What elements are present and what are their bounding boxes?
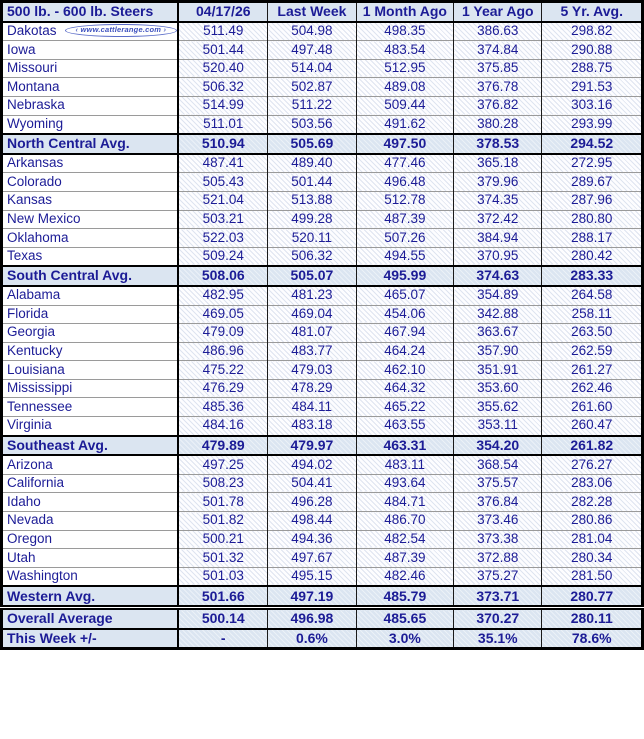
- row-label-cell: [2, 41, 179, 60]
- cell-month-ago: 512.78: [356, 191, 453, 210]
- cell-5yr-avg: 290.88: [542, 41, 643, 60]
- cell-last-week: 478.29: [268, 379, 356, 398]
- cell-current: 522.03: [178, 229, 267, 248]
- table-row: [2, 436, 643, 456]
- cell-month-ago: 507.26: [356, 229, 453, 248]
- cell-last-week: 514.04: [268, 59, 356, 78]
- cell-month-ago: 484.71: [356, 493, 453, 512]
- cell-5yr-avg: 261.82: [542, 436, 643, 456]
- row-label: Mississippi: [7, 380, 73, 396]
- row-label: Arkansas: [7, 155, 64, 171]
- cell-last-week: 484.11: [268, 398, 356, 417]
- cell-last-week: 513.88: [268, 191, 356, 210]
- cell-year-ago: 384.94: [454, 229, 542, 248]
- row-label: New Mexico: [7, 210, 81, 226]
- column-header-year-ago: 1 Year Ago: [454, 2, 542, 22]
- cell-current: 503.21: [178, 210, 267, 229]
- cell-month-ago: 464.32: [356, 379, 453, 398]
- cell-last-week: 494.36: [268, 530, 356, 549]
- cell-5yr-avg: 280.11: [542, 608, 643, 629]
- cell-last-week: 502.87: [268, 78, 356, 97]
- table-row: [2, 59, 643, 78]
- row-label: Nebraska: [7, 97, 65, 113]
- row-label-cell: [2, 512, 179, 531]
- cell-current: 506.32: [178, 78, 267, 97]
- cell-month-ago: 494.55: [356, 247, 453, 266]
- row-label-cell: [2, 567, 179, 586]
- cell-year-ago: 374.35: [454, 191, 542, 210]
- cell-5yr-avg: 264.58: [542, 286, 643, 305]
- cell-month-ago: 462.10: [356, 361, 453, 380]
- cell-current: 501.82: [178, 512, 267, 531]
- cell-year-ago: 370.27: [454, 608, 542, 629]
- row-label-cell: [2, 229, 179, 248]
- cell-year-ago: 365.18: [454, 154, 542, 173]
- cell-month-ago: 482.46: [356, 567, 453, 586]
- cell-last-week: 496.98: [268, 608, 356, 629]
- cell-current: 511.01: [178, 115, 267, 134]
- table-row: [2, 210, 643, 229]
- cell-last-week: 506.32: [268, 247, 356, 266]
- cell-current: 520.40: [178, 59, 267, 78]
- table-row: [2, 361, 643, 380]
- row-label: Nevada: [7, 512, 54, 528]
- cell-5yr-avg: 263.50: [542, 324, 643, 343]
- cell-year-ago: 342.88: [454, 305, 542, 324]
- cell-month-ago: 497.50: [356, 134, 453, 154]
- cell-current: 486.96: [178, 342, 267, 361]
- row-label-cell: [2, 247, 179, 266]
- cell-month-ago: 487.39: [356, 210, 453, 229]
- table-row: [2, 22, 643, 41]
- cell-5yr-avg: 258.11: [542, 305, 643, 324]
- row-label: Missouri: [7, 60, 58, 76]
- row-label: Kansas: [7, 192, 53, 208]
- row-label: Wyoming: [7, 115, 64, 131]
- cell-year-ago: 35.1%: [454, 629, 542, 649]
- row-label: Oregon: [7, 531, 53, 546]
- cell-5yr-avg: 78.6%: [542, 629, 643, 649]
- cell-year-ago: 376.84: [454, 493, 542, 512]
- row-label-cell: [2, 436, 179, 456]
- cell-year-ago: 386.63: [454, 22, 542, 41]
- row-label: Washington: [7, 568, 78, 584]
- cell-year-ago: 353.60: [454, 379, 542, 398]
- cell-current: 500.14: [178, 608, 267, 629]
- cell-current: 475.22: [178, 361, 267, 380]
- cell-5yr-avg: 262.46: [542, 379, 643, 398]
- cell-current: 514.99: [178, 96, 267, 115]
- table-row: [2, 247, 643, 266]
- cell-current: 501.44: [178, 41, 267, 60]
- cell-5yr-avg: 280.34: [542, 549, 643, 568]
- cell-5yr-avg: 287.96: [542, 191, 643, 210]
- row-label: Tennessee: [7, 398, 73, 414]
- cell-year-ago: 375.57: [454, 474, 542, 493]
- cell-month-ago: 482.54: [356, 530, 453, 549]
- cell-5yr-avg: 261.60: [542, 398, 643, 417]
- row-label: Florida: [7, 305, 49, 321]
- cell-month-ago: 491.62: [356, 115, 453, 134]
- cell-last-week: 497.19: [268, 586, 356, 607]
- table-row: [2, 96, 643, 115]
- cell-last-week: 479.03: [268, 361, 356, 380]
- cell-current: 505.43: [178, 173, 267, 192]
- row-label-cell: [2, 134, 179, 154]
- cell-year-ago: 351.91: [454, 361, 542, 380]
- table-row: [2, 266, 643, 286]
- cell-5yr-avg: 288.17: [542, 229, 643, 248]
- table-row: [2, 493, 643, 512]
- cell-month-ago: 487.39: [356, 549, 453, 568]
- row-label-cell: [2, 324, 179, 343]
- cell-current: 487.41: [178, 154, 267, 173]
- cell-last-week: 504.41: [268, 474, 356, 493]
- cell-year-ago: 376.78: [454, 78, 542, 97]
- row-label-cell: [2, 549, 179, 568]
- row-label-cell: [2, 96, 179, 115]
- row-label-cell: [2, 115, 179, 134]
- row-label: Iowa: [7, 41, 36, 57]
- cell-5yr-avg: 283.33: [542, 266, 643, 286]
- cell-current: 485.36: [178, 398, 267, 417]
- cell-year-ago: 372.88: [454, 549, 542, 568]
- cell-last-week: 505.07: [268, 266, 356, 286]
- row-label: Virginia: [7, 417, 52, 433]
- row-label: Colorado: [7, 173, 62, 189]
- cell-year-ago: 373.38: [454, 530, 542, 549]
- cell-month-ago: 485.79: [356, 586, 453, 607]
- cell-last-week: 503.56: [268, 115, 356, 134]
- cell-month-ago: 485.65: [356, 608, 453, 629]
- cell-year-ago: 378.53: [454, 134, 542, 154]
- cell-5yr-avg: 280.86: [542, 512, 643, 531]
- table-row: [2, 398, 643, 417]
- row-label: Montana: [7, 78, 60, 94]
- cell-year-ago: 380.28: [454, 115, 542, 134]
- cell-year-ago: 376.82: [454, 96, 542, 115]
- row-label-cell: [2, 455, 179, 474]
- cell-month-ago: 477.46: [356, 154, 453, 173]
- cell-last-week: 489.40: [268, 154, 356, 173]
- cell-last-week: 495.15: [268, 567, 356, 586]
- cell-last-week: 501.44: [268, 173, 356, 192]
- row-label-cell: [2, 266, 179, 286]
- cell-last-week: 498.44: [268, 512, 356, 531]
- cell-last-week: 0.6%: [268, 629, 356, 649]
- row-label: California: [7, 475, 65, 491]
- row-label: Louisiana: [7, 361, 65, 377]
- cell-current: 476.29: [178, 379, 267, 398]
- table-row: [2, 530, 643, 549]
- cell-5yr-avg: 281.04: [542, 530, 643, 549]
- row-label-cell: [2, 78, 179, 97]
- row-label-cell: [2, 398, 179, 417]
- cell-year-ago: 354.20: [454, 436, 542, 456]
- row-label-cell: [2, 286, 179, 305]
- cell-5yr-avg: 303.16: [542, 96, 643, 115]
- cell-month-ago: 512.95: [356, 59, 453, 78]
- cell-year-ago: 375.27: [454, 567, 542, 586]
- cell-current: -: [178, 629, 267, 649]
- table-row: [2, 286, 643, 305]
- cell-last-week: 481.07: [268, 324, 356, 343]
- cell-month-ago: 464.24: [356, 342, 453, 361]
- row-label: Oklahoma: [7, 229, 69, 245]
- cell-current: 501.66: [178, 586, 267, 607]
- cell-5yr-avg: 261.27: [542, 361, 643, 380]
- cattlerange-logo[interactable]: ‹ www.cattlerange.com ›: [65, 24, 178, 37]
- row-label-cell: [2, 361, 179, 380]
- cell-current: 479.89: [178, 436, 267, 456]
- cell-last-week: 479.97: [268, 436, 356, 456]
- cell-current: 508.06: [178, 266, 267, 286]
- row-label-cell: [2, 210, 179, 229]
- cell-5yr-avg: 289.67: [542, 173, 643, 192]
- cell-current: 508.23: [178, 474, 267, 493]
- table-row: [2, 134, 643, 154]
- table-row: [2, 342, 643, 361]
- cell-month-ago: 486.70: [356, 512, 453, 531]
- cell-current: 482.95: [178, 286, 267, 305]
- cell-last-week: 499.28: [268, 210, 356, 229]
- cell-5yr-avg: 282.28: [542, 493, 643, 512]
- column-header-5yr-avg: 5 Yr. Avg.: [542, 2, 643, 22]
- cell-month-ago: 483.11: [356, 455, 453, 474]
- cell-last-week: 497.67: [268, 549, 356, 568]
- table-row: [2, 41, 643, 60]
- row-label: Overall Average: [7, 610, 113, 627]
- cell-current: 501.78: [178, 493, 267, 512]
- cell-5yr-avg: 293.99: [542, 115, 643, 134]
- cell-5yr-avg: 272.95: [542, 154, 643, 173]
- cell-last-week: 511.22: [268, 96, 356, 115]
- cell-year-ago: 373.71: [454, 586, 542, 607]
- cell-month-ago: 465.22: [356, 398, 453, 417]
- cell-current: 484.16: [178, 417, 267, 436]
- cell-month-ago: 483.54: [356, 41, 453, 60]
- cell-last-week: 505.69: [268, 134, 356, 154]
- table-row: [2, 417, 643, 436]
- row-label-cell: [2, 154, 179, 173]
- cell-month-ago: 493.64: [356, 474, 453, 493]
- table-row: [2, 154, 643, 173]
- cell-year-ago: 357.90: [454, 342, 542, 361]
- cell-5yr-avg: 280.42: [542, 247, 643, 266]
- cell-year-ago: 363.67: [454, 324, 542, 343]
- cell-year-ago: 375.85: [454, 59, 542, 78]
- column-header-date: 04/17/26: [178, 2, 267, 22]
- cell-month-ago: 498.35: [356, 22, 453, 41]
- row-label-cell: [2, 417, 179, 436]
- cell-year-ago: 379.96: [454, 173, 542, 192]
- table-row: [2, 379, 643, 398]
- cell-last-week: 483.77: [268, 342, 356, 361]
- row-label: This Week +/-: [7, 629, 97, 646]
- cell-current: 521.04: [178, 191, 267, 210]
- table-row: [2, 474, 643, 493]
- cell-month-ago: 465.07: [356, 286, 453, 305]
- cell-last-week: 469.04: [268, 305, 356, 324]
- row-label: Idaho: [7, 493, 41, 509]
- table-row: [2, 324, 643, 343]
- cell-current: 479.09: [178, 324, 267, 343]
- row-label: North Central Avg.: [7, 135, 130, 152]
- row-label: Georgia: [7, 324, 56, 340]
- cell-month-ago: 3.0%: [356, 629, 453, 649]
- row-label: South Central Avg.: [7, 267, 132, 284]
- row-label: Arizona: [7, 456, 53, 472]
- cell-year-ago: 355.62: [454, 398, 542, 417]
- cell-year-ago: 370.95: [454, 247, 542, 266]
- row-label: Kentucky: [7, 343, 63, 359]
- table-row: [2, 512, 643, 531]
- cell-last-week: 494.02: [268, 455, 356, 474]
- cell-5yr-avg: 280.77: [542, 586, 643, 607]
- cell-year-ago: 354.89: [454, 286, 542, 305]
- cell-5yr-avg: 281.50: [542, 567, 643, 586]
- cell-year-ago: 374.84: [454, 41, 542, 60]
- row-label-cell: [2, 608, 179, 629]
- column-header-month-ago: 1 Month Ago: [356, 2, 453, 22]
- table-row: [2, 115, 643, 134]
- cell-year-ago: 372.42: [454, 210, 542, 229]
- cell-month-ago: 495.99: [356, 266, 453, 286]
- column-header-last-week: Last Week: [268, 2, 356, 22]
- row-label-cell: [2, 474, 179, 493]
- table-row: [2, 191, 643, 210]
- row-label-cell: [2, 493, 179, 512]
- cell-current: 469.05: [178, 305, 267, 324]
- row-label-cell: [2, 629, 179, 649]
- cell-month-ago: 467.94: [356, 324, 453, 343]
- cell-5yr-avg: 260.47: [542, 417, 643, 436]
- row-label: Western Avg.: [7, 587, 96, 604]
- row-label-cell: [2, 173, 179, 192]
- cell-5yr-avg: 294.52: [542, 134, 643, 154]
- table-row: [2, 586, 643, 607]
- cell-current: 497.25: [178, 455, 267, 474]
- row-label: Dakotas: [7, 22, 57, 38]
- table-row: [2, 229, 643, 248]
- row-label-cell: [2, 22, 179, 41]
- cell-current: 510.94: [178, 134, 267, 154]
- row-label: Texas: [7, 248, 43, 264]
- cell-month-ago: 489.08: [356, 78, 453, 97]
- cell-month-ago: 463.55: [356, 417, 453, 436]
- row-label-cell: [2, 59, 179, 78]
- cell-current: 511.49: [178, 22, 267, 41]
- cell-last-week: 520.11: [268, 229, 356, 248]
- cell-year-ago: 373.46: [454, 512, 542, 531]
- row-label: Utah: [7, 549, 36, 565]
- cell-year-ago: 353.11: [454, 417, 542, 436]
- column-header-title: 500 lb. - 600 lb. Steers: [2, 2, 179, 22]
- table-row: [2, 173, 643, 192]
- cell-5yr-avg: 276.27: [542, 455, 643, 474]
- cell-5yr-avg: 298.82: [542, 22, 643, 41]
- cell-current: 501.03: [178, 567, 267, 586]
- table-row: [2, 78, 643, 97]
- table-row: [2, 608, 643, 629]
- cell-current: 501.32: [178, 549, 267, 568]
- row-label-cell: [2, 342, 179, 361]
- table-row: [2, 629, 643, 649]
- cell-month-ago: 463.31: [356, 436, 453, 456]
- cell-5yr-avg: 262.59: [542, 342, 643, 361]
- cell-last-week: 496.28: [268, 493, 356, 512]
- cell-5yr-avg: 291.53: [542, 78, 643, 97]
- cell-current: 509.24: [178, 247, 267, 266]
- cell-last-week: 483.18: [268, 417, 356, 436]
- row-label-cell: [2, 379, 179, 398]
- cell-month-ago: 496.48: [356, 173, 453, 192]
- cell-year-ago: 374.63: [454, 266, 542, 286]
- table-row: [2, 567, 643, 586]
- row-label-cell: [2, 191, 179, 210]
- cell-current: 500.21: [178, 530, 267, 549]
- cell-5yr-avg: 280.80: [542, 210, 643, 229]
- row-label: Alabama: [7, 287, 61, 303]
- cell-month-ago: 454.06: [356, 305, 453, 324]
- cell-last-week: 504.98: [268, 22, 356, 41]
- row-label: Southeast Avg.: [7, 436, 108, 453]
- row-label-cell: [2, 586, 179, 607]
- cell-year-ago: 368.54: [454, 455, 542, 474]
- row-label-cell: [2, 530, 179, 549]
- table-row: [2, 549, 643, 568]
- table-row: [2, 455, 643, 474]
- cell-last-week: 481.23: [268, 286, 356, 305]
- cell-5yr-avg: 288.75: [542, 59, 643, 78]
- cell-5yr-avg: 283.06: [542, 474, 643, 493]
- cell-month-ago: 509.44: [356, 96, 453, 115]
- cell-last-week: 497.48: [268, 41, 356, 60]
- table-row: [2, 305, 643, 324]
- header-row: [2, 2, 643, 22]
- row-label-cell: [2, 305, 179, 324]
